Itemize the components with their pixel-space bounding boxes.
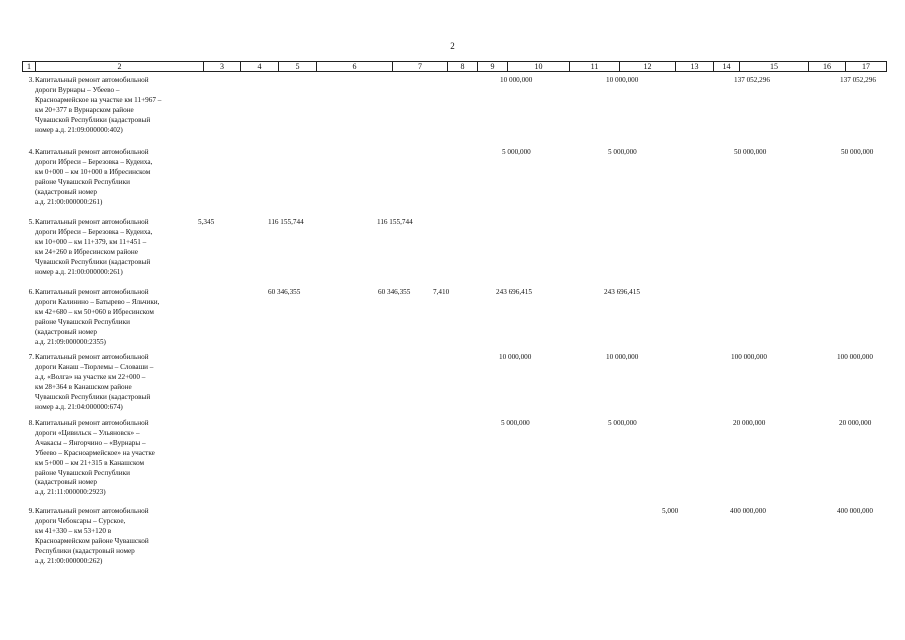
row-number: 5. xyxy=(28,218,34,226)
header-cell: 5 xyxy=(279,62,317,71)
col-5-value: 116 155,744 xyxy=(268,218,304,226)
col-17-value: 20 000,000 xyxy=(839,419,872,427)
col-15-value: 100 000,000 xyxy=(731,353,767,361)
row-description: Капитальный ремонт автомобильной дороги «Цивильск – Ульяновск» – Ачакасы – Янгорчино – «Вурнары – Убеево – Красноармейское» на участке км 5+000 – км 21+315 в Канашском районе Чувашской Республики (кадастровый номер а.д. 21:11:000000:2923) xyxy=(35,419,155,497)
col-12-value: 5 000,000 xyxy=(608,148,637,156)
row-description: Капитальный ремонт автомобильной дороги Канаш –Тюрлемы – Словаши – а.д. «Волга» на участке км 22+000 – км 28+364 в Канашском районе Чувашской Республики (кадастровый номер а.д. 21:04:000000:674) xyxy=(35,353,154,411)
col-17-value: 50 000,000 xyxy=(841,148,874,156)
col-10-value: 10 000,000 xyxy=(500,76,533,84)
col-10-value: 10 000,000 xyxy=(499,353,532,361)
header-cell: 2 xyxy=(36,62,204,71)
header-cell: 8 xyxy=(448,62,478,71)
col-15-value: 400 000,000 xyxy=(730,507,766,515)
col-10-value: 5 000,000 xyxy=(502,148,531,156)
header-cell: 9 xyxy=(478,62,508,71)
col-5-value: 60 346,355 xyxy=(268,288,301,296)
header-cell: 15 xyxy=(740,62,809,71)
header-cell: 1 xyxy=(23,62,36,71)
header-cell: 14 xyxy=(714,62,740,71)
col-12-value: 5 000,000 xyxy=(608,419,637,427)
row-number: 7. xyxy=(28,353,34,361)
row-number: 3. xyxy=(28,76,34,84)
page-number: 2 xyxy=(450,41,455,51)
col-8-value: 7,410 xyxy=(433,288,450,296)
header-cell: 7 xyxy=(393,62,448,71)
col-13-value: 5,000 xyxy=(662,507,679,515)
col-7-value: 116 155,744 xyxy=(377,218,413,226)
header-cell: 16 xyxy=(809,62,846,71)
col-15-value: 137 052,296 xyxy=(734,76,770,84)
col-12-value: 10 000,000 xyxy=(606,76,639,84)
header-cell: 10 xyxy=(508,62,570,71)
header-cell: 3 xyxy=(204,62,241,71)
row-number: 4. xyxy=(28,148,34,156)
row-description: Капитальный ремонт автомобильной дороги Калинино – Батырево – Яльчики, км 42+680 – км 50+060 в Ибресинском районе Чувашской Республики (кадастровый номер а.д. 21:09:000000:2355) xyxy=(35,288,160,346)
row-description: Капитальный ремонт автомобильной дороги Ибреси – Березовка – Кудеиха, км 10+000 – км 11+379, км 11+451 – км 24+260 в Ибресинском районе Чувашской Республики (кадастровый номер а.д. 21:00:000000:261) xyxy=(35,218,153,276)
col-10-value: 243 696,415 xyxy=(496,288,532,296)
row-description: Капитальный ремонт автомобильной дороги Чебоксары – Сурское, км 41+330 – км 53+120 в Красноармейском районе Чувашской Республики (кадастровый номер а.д. 21:00:000000:262) xyxy=(35,507,149,565)
col-3-value: 5,345 xyxy=(198,218,215,226)
col-17-value: 100 000,000 xyxy=(837,353,873,361)
row-description: Капитальный ремонт автомобильной дороги Вурнары – Убеево – Красноармейское на участке км 11+967 – км 20+377 в Вурнарском районе Чувашской Республики (кадастровый номер а.д. 21:09:000000:402) xyxy=(35,76,162,134)
col-17-value: 137 052,296 xyxy=(840,76,876,84)
header-cell: 11 xyxy=(570,62,620,71)
col-12-value: 10 000,000 xyxy=(606,353,639,361)
col-10-value: 5 000,000 xyxy=(501,419,530,427)
header-cell: 12 xyxy=(620,62,676,71)
row-description: Капитальный ремонт автомобильной дороги Ибреси – Березовка – Кудеиха, км 0+000 – км 10+000 в Ибресинском районе Чувашской Республики (кадастровый номер а.д. 21:00:000000:261) xyxy=(35,148,153,206)
col-15-value: 20 000,000 xyxy=(733,419,766,427)
row-number: 6. xyxy=(28,288,34,296)
header-cell: 4 xyxy=(241,62,279,71)
col-17-value: 400 000,000 xyxy=(837,507,873,515)
col-15-value: 50 000,000 xyxy=(734,148,767,156)
header-cell: 17 xyxy=(846,62,887,71)
col-7-value: 60 346,355 xyxy=(378,288,411,296)
table-header-row xyxy=(22,61,887,72)
row-number: 8. xyxy=(28,419,34,427)
row-number: 9. xyxy=(28,507,34,515)
col-12-value: 243 696,415 xyxy=(604,288,640,296)
header-cell: 6 xyxy=(317,62,393,71)
header-cell: 13 xyxy=(676,62,714,71)
